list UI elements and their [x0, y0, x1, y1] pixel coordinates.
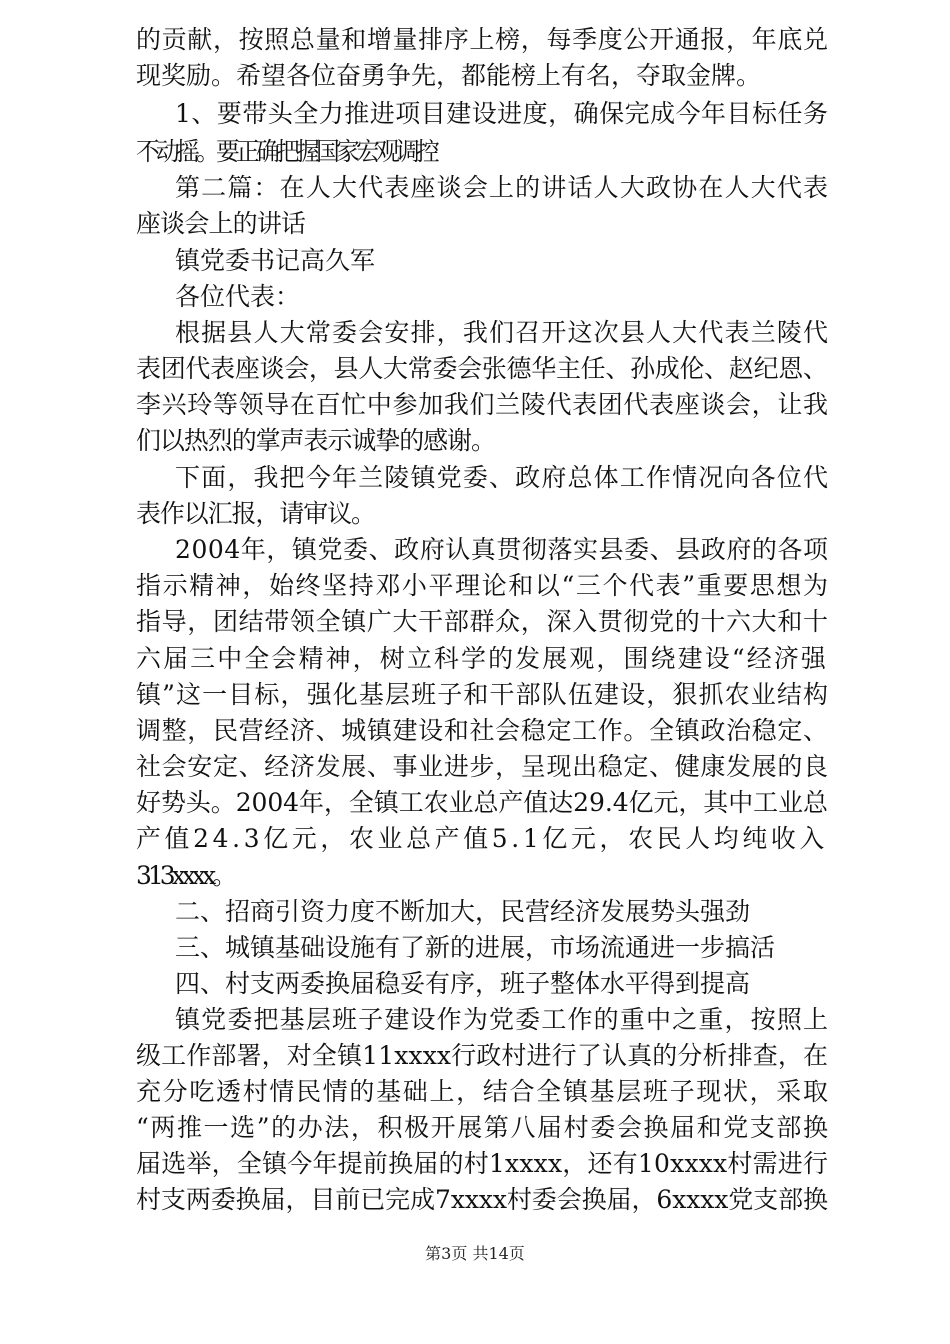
- page-footer: [0, 1242, 950, 1266]
- text-line-content: 三、城镇基础设施有了新的进展，市场流通进一步搞活: [175, 933, 776, 962]
- text-line: [0, 1181, 950, 1219]
- text-line-content: 们以热烈的掌声表示诚挚的感谢。: [136, 426, 495, 455]
- text-line: [0, 205, 950, 243]
- text-line-content: 充分吃透村情民情的基础上，结合全镇基层班子现状，采取: [136, 1077, 830, 1106]
- text-line: [0, 784, 950, 822]
- text-line: [0, 531, 950, 569]
- text-line: [0, 1001, 950, 1039]
- text-line: [0, 242, 950, 280]
- text-line: [0, 1073, 950, 1111]
- text-line-content: 产值24.3亿元，农业总产值5.1亿元，农民人均纯收入: [136, 824, 828, 853]
- text-line: [0, 1109, 950, 1147]
- text-line-content: 各位代表：: [175, 282, 301, 311]
- text-line-content: 镇党委把基层班子建设作为党委工作的重中之重，按照上: [175, 1005, 830, 1034]
- text-line: [0, 57, 950, 95]
- text-line-content: 2004年，镇党委、政府认真贯彻落实县委、县政府的各项: [175, 535, 829, 564]
- text-line-content: 第二篇：在人大代表座谈会上的讲话人大政协在人大代表: [175, 173, 830, 202]
- text-line: [0, 1037, 950, 1075]
- text-line: [0, 495, 950, 533]
- text-line-content: 313xxxx。: [136, 861, 234, 890]
- text-line: [0, 95, 950, 133]
- text-line-content: 座谈会上的讲话: [136, 209, 306, 238]
- text-line-content: 指示精神，始终坚持邓小平理论和以“三个代表”重要思想为: [136, 571, 830, 600]
- text-line: [0, 820, 950, 858]
- text-line-content: 二、招商引资力度不断加大，民营经济发展势头强劲: [175, 897, 751, 926]
- text-line: [0, 640, 950, 678]
- text-line-content: 现奖励。希望各位奋勇争先，都能榜上有名，夺取金牌。: [136, 61, 762, 90]
- text-line: [0, 748, 950, 786]
- text-line: [0, 314, 950, 352]
- text-line: [0, 712, 950, 750]
- text-line: [0, 169, 950, 207]
- text-line-content: “两推一选”的办法，积极开展第八届村委会换届和党支部换: [136, 1113, 830, 1142]
- text-line: [0, 603, 950, 641]
- text-line-content: 镇”这一目标，强化基层班子和干部队伍建设，狠抓农业结构: [136, 680, 830, 709]
- text-line-content: 的贡献，按照总量和增量排序上榜，每季度公开通报，年底兑: [136, 25, 829, 54]
- text-line: [0, 278, 950, 316]
- text-line: [0, 133, 950, 171]
- text-line-content: 1、要带头全力推进项目建设进度，确保完成今年目标任务: [175, 99, 829, 128]
- text-line: [0, 21, 950, 59]
- text-line-content: 表作以汇报，请审议。: [136, 499, 375, 528]
- text-line: [0, 422, 950, 460]
- text-line: [0, 459, 950, 497]
- text-line-content: 李兴玲等领导在百忙中参加我们兰陵代表团代表座谈会，让我: [136, 390, 829, 419]
- text-line-content: 届选举，全镇今年提前换届的村1xxxx，还有10xxxx村需进行: [136, 1149, 829, 1178]
- text-line: [0, 350, 950, 388]
- page-number: 第3页 共14页: [425, 1244, 525, 1263]
- text-line-content: 根据县人大常委会安排，我们召开这次县人大代表兰陵代: [175, 318, 830, 347]
- text-line-content: 表团代表座谈会，县人大常委会张德华主任、孙成伦、赵纪恩、: [136, 354, 828, 383]
- text-line-content: 级工作部署，对全镇11xxxx行政村进行了认真的分析排查，在: [136, 1041, 829, 1070]
- text-line-content: 四、村支两委换届稳妥有序，班子整体水平得到提高: [175, 969, 751, 998]
- text-line: [0, 386, 950, 424]
- text-line-content: 下面，我把今年兰陵镇党委、政府总体工作情况向各位代: [175, 463, 830, 492]
- text-line-content: 不动摇。要正确把握国家宏观调控: [136, 137, 436, 166]
- text-line: [0, 1145, 950, 1183]
- text-line: [0, 676, 950, 714]
- text-line: [0, 893, 950, 931]
- text-line-content: 镇党委书记高久军: [175, 246, 376, 275]
- text-line: [0, 857, 950, 895]
- text-line-content: 六届三中全会精神，树立科学的发展观，围绕建设“经济强: [136, 644, 828, 673]
- text-line: [0, 567, 950, 605]
- text-line-content: 村支两委换届，目前已完成7xxxx村委会换届，6xxxx党支部换: [136, 1185, 828, 1214]
- text-line-content: 指导，团结带领全镇广大干部群众，深入贯彻党的十六大和十: [136, 607, 829, 636]
- text-line-content: 社会安定、经济发展、事业进步，呈现出稳定、健康发展的良: [136, 752, 829, 781]
- text-line: [0, 929, 950, 967]
- text-line-content: 好势头。2004年，全镇工农业总产值达29.4亿元，其中工业总: [136, 788, 828, 817]
- text-line: [0, 965, 950, 1003]
- text-line-content: 调整，民营经济、城镇建设和社会稳定工作。全镇政治稳定、: [136, 716, 829, 745]
